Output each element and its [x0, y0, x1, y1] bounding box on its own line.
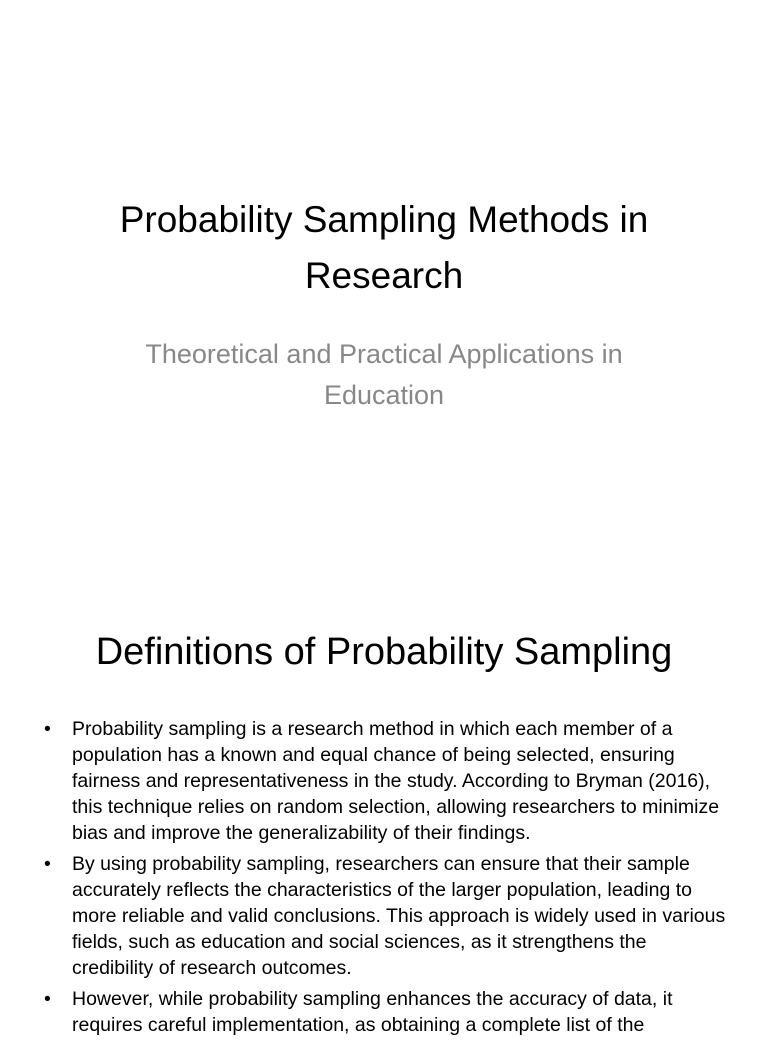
- bullet-dot-icon: •: [44, 988, 51, 1010]
- bullet-item: [40, 986, 730, 1038]
- definitions-slide: [0, 576, 768, 1036]
- bullet-item: [40, 851, 730, 981]
- slide-title: Probability Sampling Methods in Research: [119, 199, 649, 296]
- slide-subtitle: Theoretical and Practical Applications in Education: [145, 339, 623, 410]
- bullet-list: [40, 716, 730, 1043]
- bullet-dot-icon: •: [44, 853, 51, 875]
- slide-title: Definitions of Probability Sampling: [95, 631, 673, 673]
- bullet-text: However, while probability sampling enhances the accuracy of data, it requires careful implementation, as obtaining a complete list of the: [72, 988, 673, 1036]
- bullet-text: By using probability sampling, researchers can ensure that their sample accurately reflects the characteristics of the larger population, leading to more reliable and valid conclusions. This approach is widely used in various fields, such as education and social sciences, as it strengthens the credibility of research outcomes.: [72, 853, 726, 979]
- bullet-item: [40, 716, 730, 846]
- bullet-dot-icon: •: [44, 718, 51, 740]
- bullet-text: Probability sampling is a research method in which each member of a population has a known and equal chance of being selected, ensuring fairness and representativeness in the study. According to Bryman (2016), this technique relies on random selection, allowing researchers to minimize bias and improve the generalizability of their findings.: [72, 718, 720, 844]
